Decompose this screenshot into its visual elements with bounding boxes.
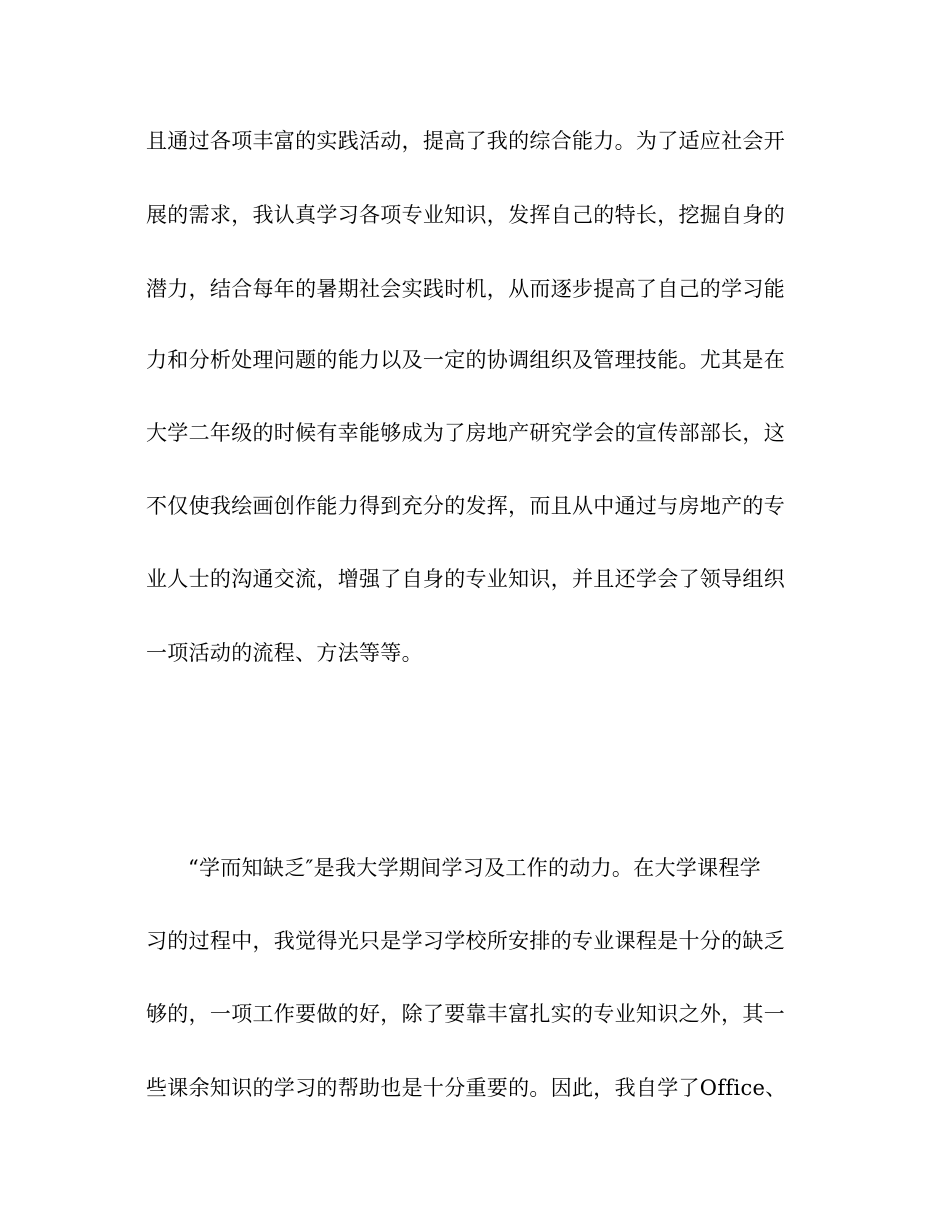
paragraph-1-line: 不仅使我绘画创作能力得到充分的发挥，而且从中通过与房地产的专 [146,494,785,518]
paragraph-2-line: “学而知缺乏″是我大学期间学习及工作的动力。在大学课程学 [188,856,761,880]
paragraph-1-line: 业人士的沟通交流，增强了自身的专业知识，并且还学会了领导组织 [146,567,785,591]
paragraph-2-line: 够的，一项工作要做的好，除了要靠丰富扎实的专业知识之外，其一 [146,1002,785,1026]
paragraph-1-line: 且通过各项丰富的实践活动，提高了我的综合能力。为了适应社会开 [146,129,785,153]
paragraph-1-line: 潜力，结合每年的暑期社会实践时机，从而逐步提高了自己的学习能 [146,277,785,301]
paragraph-1-line: 力和分析处理问题的能力以及一定的协调组织及管理技能。尤其是在 [146,348,785,372]
paragraph-1-line: 一项活动的流程、方法等等。 [146,641,423,665]
paragraph-2-line: 习的过程中，我觉得光只是学习学校所安排的专业课程是十分的缺乏 [146,929,785,953]
paragraph-1-line: 大学二年级的时候有幸能够成为了房地产研究学会的宣传部部长，这 [146,421,785,445]
paragraph-1-line: 展的需求，我认真学习各项专业知识，发挥自己的特长，挖掘自身的 [146,203,785,227]
paragraph-2-line: 些课余知识的学习的帮助也是十分重要的。因此，我自学了Office、 [146,1076,787,1100]
